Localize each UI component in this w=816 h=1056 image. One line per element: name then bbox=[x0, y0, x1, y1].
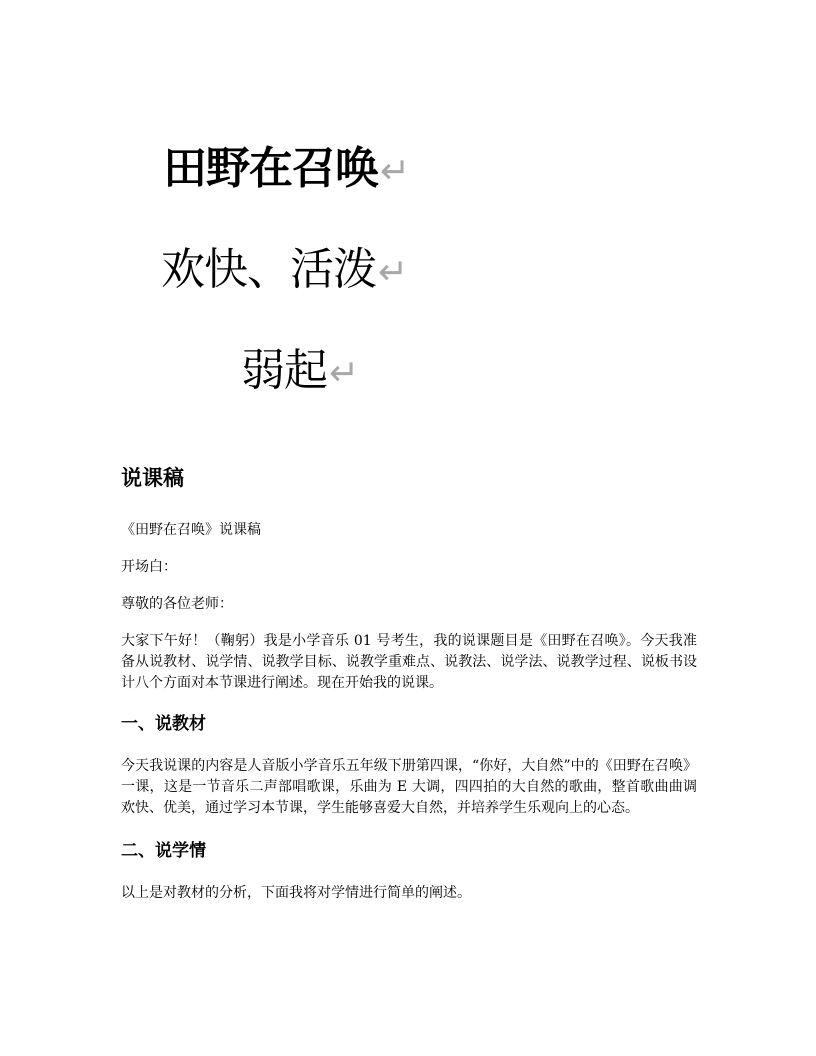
document-body bbox=[121, 460, 697, 904]
title-image bbox=[150, 130, 450, 410]
intro-paragraph: 大家下午好！（鞠躬）我是小学音乐 01 号考生，我的说课题目是《田野在召唤》。今天我准备从说教材、说学情、说教学目标、说教学重难点、说教法、说学法、说教学过程、说板书设计八个方面对本节课进行阐述。现在开始我的说课。 bbox=[121, 633, 697, 691]
section-heading-students: 二、说学情 bbox=[121, 841, 206, 861]
document-subtitle: 《田野在召唤》说课稿 bbox=[121, 522, 261, 538]
paragraph-mark-icon: ↵ bbox=[378, 252, 408, 293]
section-heading-textbook: 一、说教材 bbox=[121, 714, 206, 734]
image-line-song-title: 田野在召唤↵ bbox=[163, 143, 410, 194]
image-line-mood: 欢快、活泼↵ bbox=[161, 244, 408, 295]
section-body-textbook: 今天我说课的内容是人音版小学音乐五年级下册第四课，“你好，大自然”中的《田野在召唤》一课，这是一节音乐二声部唱歌课，乐曲为 E 大调，四四拍的大自然的歌曲，整首歌曲曲调欢快、优美，通过学习本节课，学生能够喜爱大自然，并培养学生乐观向上的心态。 bbox=[121, 758, 697, 816]
document-title: 说课稿 bbox=[121, 466, 184, 490]
paragraph-mark-icon: ↵ bbox=[329, 353, 359, 394]
paragraph-mark-icon: ↵ bbox=[380, 151, 410, 192]
greeting: 尊敬的各位老师： bbox=[121, 596, 233, 612]
section-body-students: 以上是对教材的分析，下面我将对学情进行简单的阐述。 bbox=[121, 885, 471, 901]
opening-label: 开场白： bbox=[121, 559, 177, 575]
image-line-anacrusis: 弱起↵ bbox=[241, 345, 359, 396]
